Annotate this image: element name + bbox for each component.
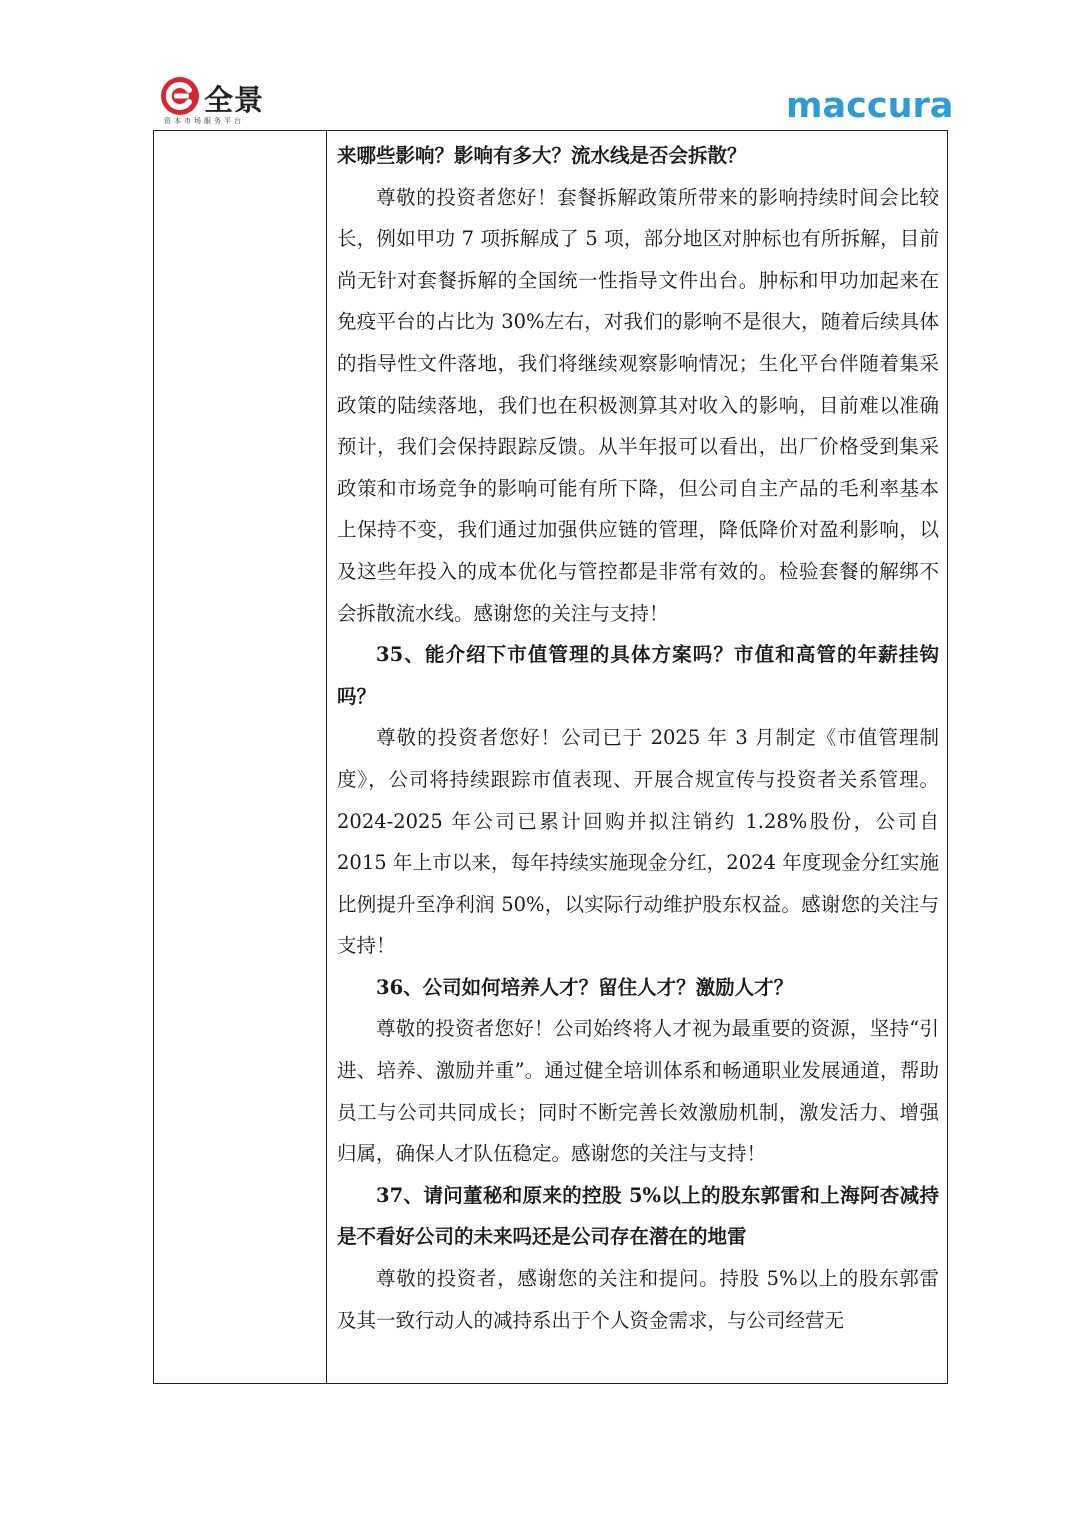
quanjing-logo	[160, 76, 270, 128]
answer-paragraph: 尊敬的投资者您好！套餐拆解政策所带来的影响持续时间会比较长，例如甲功 7 项拆解成了 5 项，部分地区对肿标也有所拆解，目前尚无针对套餐拆解的全国统一性指导文件出台。肿标和甲功加起来在免疫平台的占比为 30%左右，对我们的影响不是很大，随着后续具体的指导性文件落地，我们将继续观察影响情况；生化平台伴随着集采政策的陆续落地，我们也在积极测算其对收入的影响，目前难以准确预计，我们会保持跟踪反馈。从半年报可以看出，出厂价格受到集采政策和市场竞争的影响可能有所下降，但公司自主产品的毛利率基本上保持不变，我们通过加强供应链的管理，降低降价对盈利影响，以及这些年投入的成本优化与管控都是非常有效的。检验套餐的解绑不会拆散流水线。感谢您的关注与支持！	[337, 185, 939, 625]
qa-table	[153, 130, 948, 1384]
question-paragraph: 37、请问董秘和原来的控股 5%以上的股东郭雷和上海阿杏减持是不看好公司的未来吗还是公司存在潜在的地雷	[337, 1183, 939, 1249]
answer-paragraph: 尊敬的投资者，感谢您的关注和提问。持股 5%以上的股东郭雷及其一致行动人的减持系出于个人资金需求，与公司经营无	[337, 1267, 939, 1332]
question-continuation: 来哪些影响？影响有多大？流水线是否会拆散？	[337, 144, 747, 167]
answer-paragraph: 尊敬的投资者您好！公司始终将人才视为最重要的资源，坚持“引进、培养、激励并重”。通过健全培训体系和畅通职业发展通道，帮助员工与公司共同成长；同时不断完善长效激励机制，激发活力、增强归属，确保人才队伍稳定。感谢您的关注与支持！	[337, 1017, 939, 1166]
answer-paragraph: 尊敬的投资者您好！公司已于 2025 年 3 月制定《市值管理制度》，公司将持续跟踪市值表现、开展合规宣传与投资者关系管理。2024-2025 年公司已累计回购并拟注销约 1.28%股份，公司自 2015 年上市以来，每年持续实施现金分红，2024 年度现金分红实施比例提升至净利润 50%，以实际行动维护股东权益。感谢您的关注与支持！	[337, 726, 939, 958]
quanjing-brand-text: 全景	[204, 83, 265, 117]
table-content-column	[337, 135, 939, 1341]
quanjing-tagline: 资本市场服务平台	[164, 117, 244, 125]
quanjing-emblem-icon	[160, 76, 200, 116]
maccura-logo: maccura	[786, 86, 954, 126]
question-paragraph: 36、公司如何培养人才？留住人才？激励人才？	[376, 975, 794, 999]
table-left-column	[154, 131, 327, 1383]
question-paragraph: 35、能介绍下市值管理的具体方案吗？市值和高管的年薪挂钩吗？	[337, 643, 939, 708]
page-header	[0, 0, 1080, 130]
